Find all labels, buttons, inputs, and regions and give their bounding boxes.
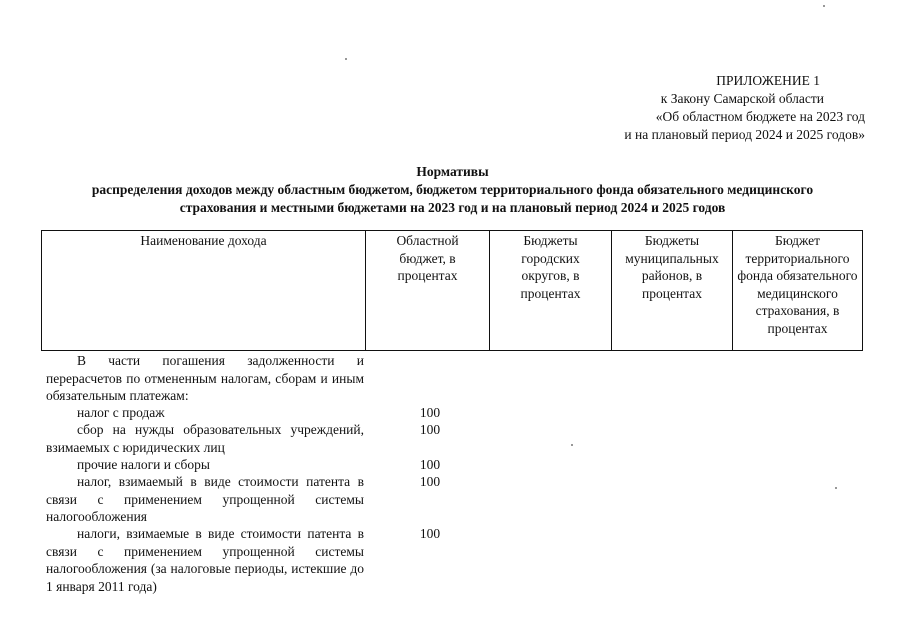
table-row xyxy=(46,473,364,526)
row-name: В части погашения задолженности и перерасчетов по отмененным налогам, сборам и иным обязательным платежам: xyxy=(46,353,364,403)
row-regional-value: 100 xyxy=(419,422,441,437)
row-regional-value: 100 xyxy=(419,405,441,420)
row-regional-value: 100 xyxy=(419,526,441,541)
table-header xyxy=(41,230,863,351)
header-city-budgets: Бюджеты городских округов, в процентах xyxy=(490,231,612,351)
header-district-budgets: Бюджеты муниципальных районов, в процентах xyxy=(612,231,733,351)
appendix-law-period: и на плановый период 2024 и 2025 годов» xyxy=(624,127,865,142)
scan-speck xyxy=(345,58,347,60)
appendix-title: ПРИЛОЖЕНИЕ 1 xyxy=(716,73,820,88)
row-name: налоги, взимаемые в виде стоимости патента в связи с применением упрощенной системы налогообложения (за налоговые периоды, истекшие до 1 января 2011 года) xyxy=(46,526,364,594)
table-row xyxy=(46,525,364,595)
table-row xyxy=(46,404,364,422)
table-row xyxy=(46,456,364,474)
appendix-header xyxy=(624,72,865,144)
table-row xyxy=(46,352,364,405)
row-regional-value: 100 xyxy=(419,457,441,472)
row-name: сбор на нужды образовательных учреждений, взимаемых с юридических лиц xyxy=(46,422,364,455)
row-name: прочие налоги и сборы xyxy=(77,457,210,472)
row-name: налог с продаж xyxy=(77,405,165,420)
appendix-law-reference: к Закону Самарской области xyxy=(660,91,824,106)
title-subheading-1: распределения доходов между областным бюджетом, бюджетом территориального фонда обязательного медицинского xyxy=(91,182,814,197)
header-regional-budget: Областной бюджет, в процентах xyxy=(366,231,490,351)
title-subheading-2: страхования и местными бюджетами на 2023 год и на плановый период 2024 и 2025 годов xyxy=(179,200,726,215)
scan-speck xyxy=(823,5,825,7)
header-income-name: Наименование дохода xyxy=(42,231,366,351)
appendix-law-name: «Об областном бюджете на 2023 год xyxy=(655,109,865,124)
row-regional-value: 100 xyxy=(419,474,441,489)
title-heading: Нормативы xyxy=(416,164,489,179)
table-row xyxy=(46,421,364,456)
document-title xyxy=(30,163,875,217)
scan-speck xyxy=(835,487,837,489)
header-medical-fund-budget: Бюджет территориального фонда обязательного медицинского страхования, в процентах xyxy=(733,231,863,351)
row-name: налог, взимаемый в виде стоимости патента в связи с применением упрощенной системы налогообложения xyxy=(46,474,364,524)
scan-speck xyxy=(571,444,573,446)
